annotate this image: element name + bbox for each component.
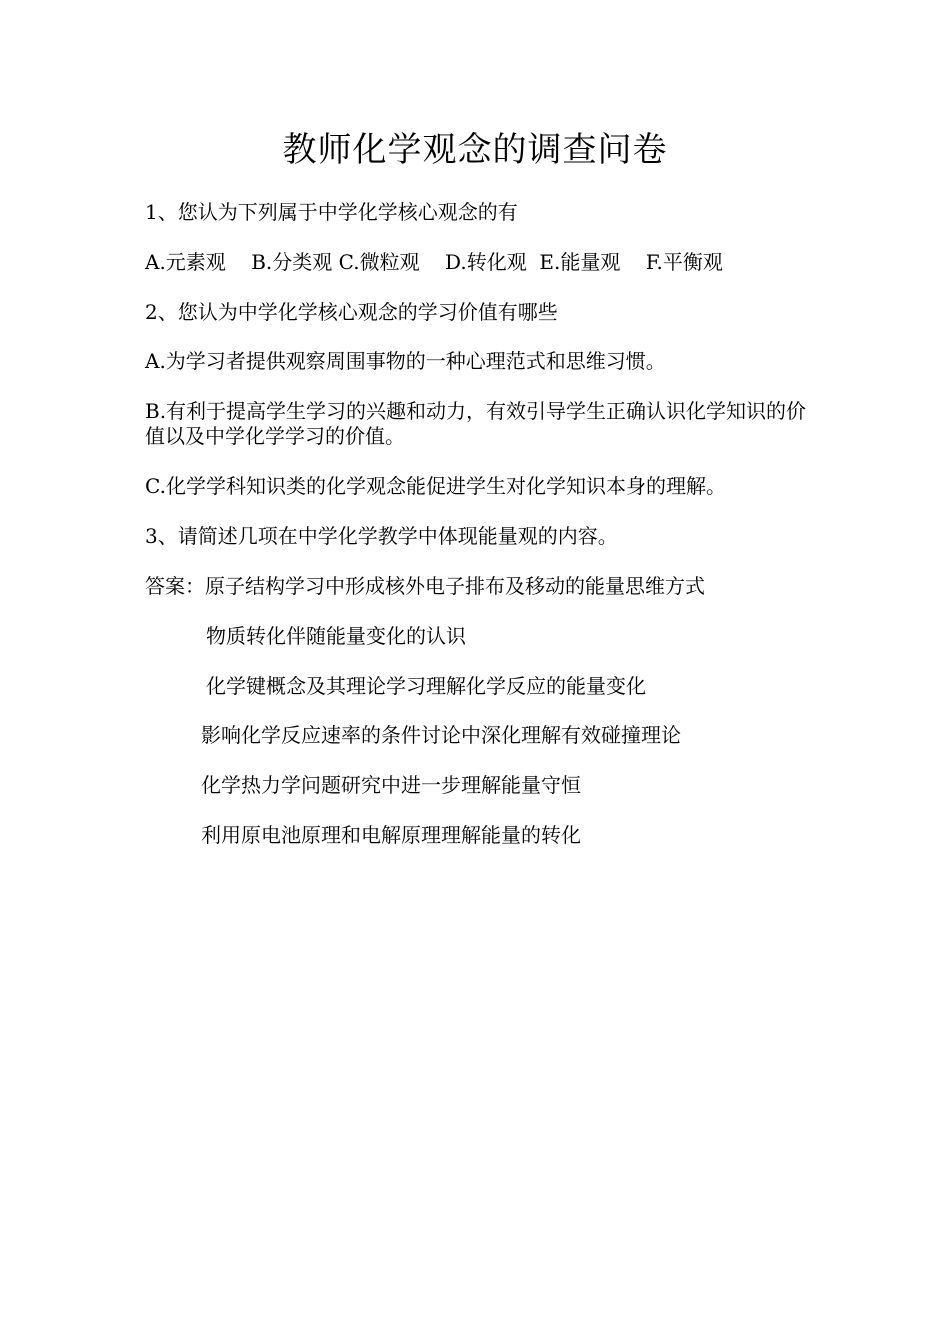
answer-item: 原子结构学习中形成核外电子排布及移动的能量思维方式 — [205, 574, 705, 598]
answer-item: 化学热力学问题研究中进一步理解能量守恒 — [201, 773, 581, 797]
question-2-option-b: B.有利于提高学生学习的兴趣和动力，有效引导学生正确认识化学知识的价值以及中学化学学习的价值。 — [145, 399, 807, 448]
answer-label: 答案： — [145, 574, 205, 598]
question-1-options: A.元素观 B.分类观 C.微粒观 D.转化观 E.能量观 F.平衡观 — [145, 250, 723, 274]
answer-item: 利用原电池原理和电解原理理解能量的转化 — [201, 823, 581, 847]
question-3: 3、请简述几项在中学化学教学中体现能量观的内容。 — [145, 524, 618, 548]
answer-item: 影响化学反应速率的条件讨论中深化理解有效碰撞理论 — [201, 723, 681, 747]
question-2: 2、您认为中学化学核心观念的学习价值有哪些 — [145, 300, 558, 324]
question-2-option-a: A.为学习者提供观察周围事物的一种心理范式和思维习惯。 — [145, 349, 666, 373]
answer-item: 物质转化伴随能量变化的认识 — [206, 624, 466, 648]
answer-item: 化学键概念及其理论学习理解化学反应的能量变化 — [206, 674, 646, 698]
question-2-option-c: C.化学学科知识类的化学观念能促进学生对化学知识本身的理解。 — [145, 474, 726, 498]
question-1: 1、您认为下列属于中学化学核心观念的有 — [145, 200, 518, 224]
document-title: 教师化学观念的调查问卷 — [282, 130, 668, 170]
answer-block-first-line — [145, 574, 705, 598]
